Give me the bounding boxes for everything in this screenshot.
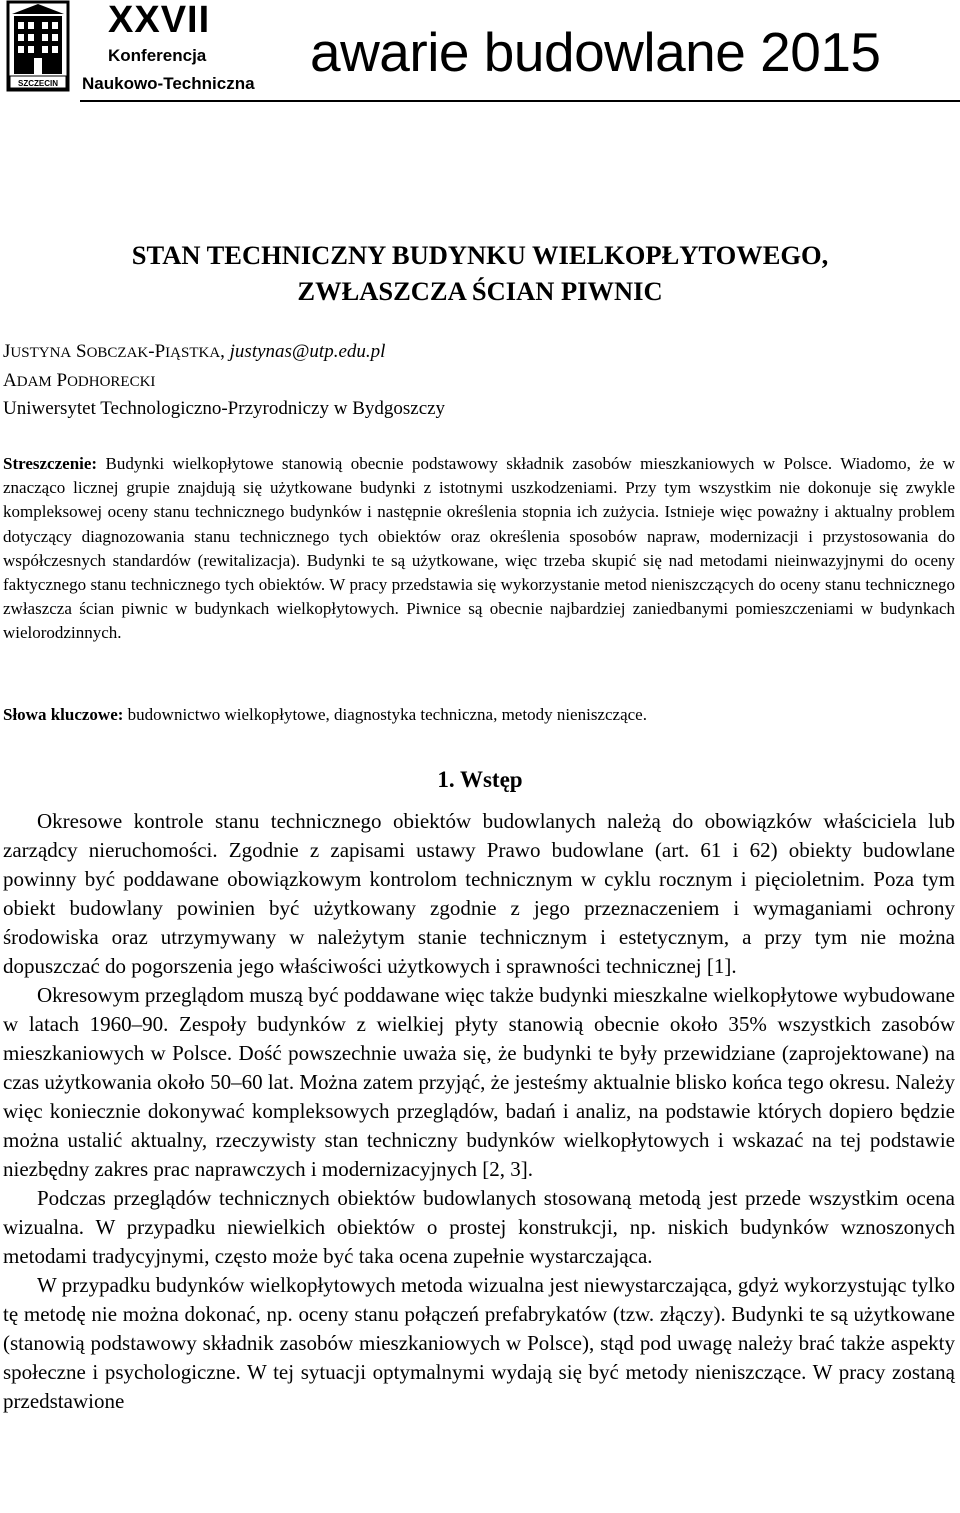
author-1 [3,340,385,365]
conference-header [0,0,960,104]
conference-number: XXVII [108,0,211,41]
paper-title-line1: STAN TECHNICZNY BUDYNKU WIELKOPŁYTOWEGO, [131,240,829,270]
abstract-label: Streszczenie: [3,454,98,473]
author1-last-initial: S [76,341,87,362]
conference-title: awarie budowlane 2015 [310,21,881,83]
keywords [3,703,955,727]
keywords-label: Słowa kluczowe: [3,705,124,724]
author1-comma: , [220,341,230,362]
abstract-text: Budynki wielkopłytowe stanowią obecnie podstawowy składnik zasobów mieszkaniowych w Polsce. Wiadomo, że w znacząco licznej grupie znajdują się użytkowane budynki z istotnymi uszkodzeniami. Przy tym wszystkim nie dokonuje się zwykle kompleksowej oceny stanu technicznego budynków i następnie określenia stopnia ich zużycia. Istnieje więc poważny i aktualny problem dotyczący diagnozowania stanu technicznego tych obiektów oraz określenia sposobów napraw, modernizacji i przystosowania do współczesnych standardów (rewitalizacja). Budynki te są użytkowane, więc trzeba skupić się nad metodami nieinwazyjnymi do oceny faktycznego stanu technicznego tych obiektów. W pracy przedstawia się wykorzystanie metod nieniszczących do oceny stanu technicznego zwłaszcza ścian piwnic w budynkach wielkopłytowych. Piwnice są obecnie najbardziej zaniedbanymi pomieszczeniami w budynkach wielorodzinnych. [3,454,955,643]
paper-title-line2: ZWŁASZCZA ŚCIAN PIWNIC [297,276,663,306]
author2-first-initial: A [3,370,17,391]
conference-label-line2: Naukowo-Techniczna [82,74,255,93]
author2-last-rest: ODHORECKI [67,374,156,390]
author1-email: justynas@utp.edu.pl [229,341,386,362]
author1-last-sep: -P [148,341,166,362]
author1-first-rest: USTYNA [10,345,72,361]
author1-first-initial: J [3,341,11,362]
paragraph: Okresowym przeglądom muszą być poddawane więc także budynki mieszkalne wielkopłytowe wybudowane w latach 1960–90. Zespoły budynków z wielkiej płyty stanowią obecnie około 35% wszystkich zasobów mieszkaniowych w Polsce. Dość powszechnie uważa się, że budynki te były przewidziane (zaprojektowane) na czas użytkowania około 50–60 lat. Można zatem przyjąć, że jesteśmy aktualnie blisko końca tego okresu. Należy więc koniecznie dokonywać kompleksowych przeglądów, badań i analiz, na podstawie których dopiero będzie można ustalić aktualny, rzeczywisty stan techniczny budynków wielkopłytowych i wskazać na tej podstawie niezbędny zakres prac naprawczych i modernizacyjnych [2, 3]. [3,983,955,1181]
keywords-text: budownictwo wielkopłytowe, diagnostyka techniczna, metody nieniszczące. [123,705,647,724]
author1-last-rest1: OBCZAK [86,345,149,361]
paragraph: Podczas przeglądów technicznych obiektów budowlanych stosowaną metodą jest przede wszystkim ocena wizualna. W przypadku niewielkich obiektów o prostej konstrukcji, np. niskich budynków wznoszonych metodami tradycyjnymi, często może być taka ocena zupełnie wystarczająca. [3,1186,955,1268]
author-2 [3,369,155,394]
body-text [3,807,955,1416]
author2-last-initial: P [56,370,68,391]
author2-first-rest: DAM [16,374,52,390]
svg-text:SZCZECIN: SZCZECIN [18,79,58,88]
affiliation: Uniwersytet Technologiczno-Przyrodniczy w Bydgoszczy [3,398,446,419]
section-heading: 1. Wstęp [437,767,523,792]
author1-last-rest2: IĄSTKA [165,345,221,361]
conference-label-line1: Konferencja [108,46,207,65]
abstract [3,452,955,646]
header-divider [80,100,960,102]
conference-logo [6,0,70,94]
paragraph: W przypadku budynków wielkopłytowych metoda wizualna jest niewystarczająca, gdyż wykorzystując tylko tę metodę nie można dokonać, np. oceny stanu połączeń prefabrykatów (tzw. złączy). Budynki te są użytkowane (stanowią podstawowy składnik zasobów mieszkaniowych w Polsce), stąd pod uwagę należy brać także aspekty społeczne i psychologiczne. W tej sytuacji optymalnymi wydają się być metody nieniszczące. W pracy zostaną przedstawione [3,1273,955,1413]
paragraph: Okresowe kontrole stanu technicznego obiektów budowlanych należą do obowiązków właściciela lub zarządcy nieruchomości. Zgodnie z zapisami ustawy Prawo budowlane (art. 61 i 62) obiekty budowlane powinny być poddawane obowiązkowym kontrolom technicznym w cyklu rocznym i pięcioletnim. Poza tym obiekt budowlany powinien być użytkowany zgodnie z jego przeznaczeniem i wymaganiami ochrony środowiska oraz utrzymywany w należytym stanie technicznym i estetycznym, a przy tym nie można dopuszczać do pogorszenia jego właściwości użytkowych i sprawności technicznej [1]. [3,809,955,978]
